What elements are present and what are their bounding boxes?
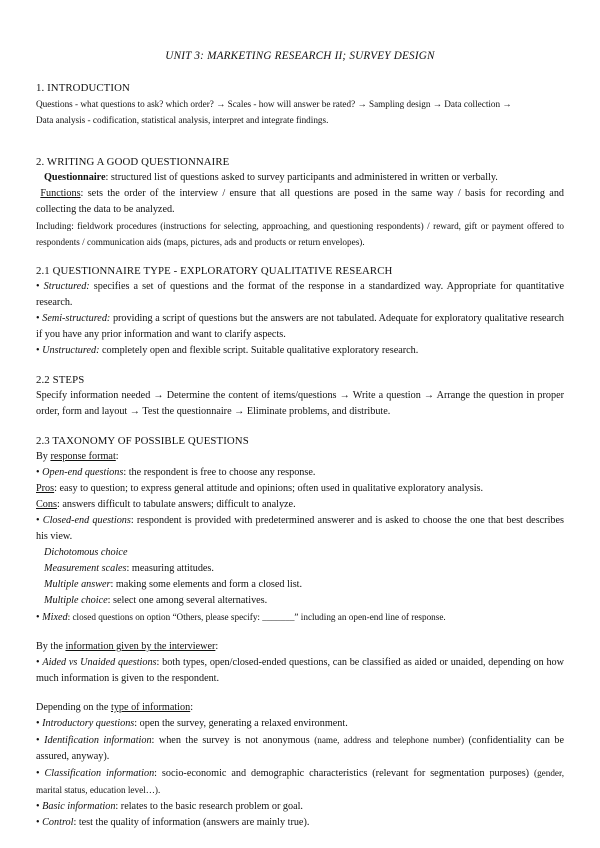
by-response-format: By response format: [36,451,119,462]
section-heading-questionnaire-type: 2.1 QUESTIONNAIRE TYPE - EXPLORATORY QUALITATIVE RESEARCH [36,265,393,277]
document-title: UNIT 3: MARKETING RESEARCH II; SURVEY DESIGN [165,50,435,62]
open-end-item: • Open-end questions: the respondent is free to choose any response. [36,467,316,478]
functions-paragraph: Functions: sets the order of the interview / ensure that all questions are posed in the same way / basis for recording and collecting the data to be analyzed. [36,188,565,215]
dichotomous-choice: Dichotomous choice [44,547,128,558]
mixed-item: • Mixed: closed questions on option “Others, please specify: _______” including an open-end line of response. [36,612,446,623]
basic-information-item: • Basic information: relates to the basic research problem or goal. [36,801,303,812]
classification-item: • Classification information: socio-economic and demographic characteristics (relevant for segmentation purposes) (gender, marital status, education level…). [36,768,565,795]
structured-item: • Structured: specifies a set of questions and the format of the response in a standardized way. Appropriate for quantitative research. [36,281,564,308]
section-heading-introduction: 1. INTRODUCTION [36,82,130,94]
intro-line-2: Data analysis - codification, statistical analysis, interpret and integrate findings. [36,115,329,125]
closed-end-item: • Closed-end questions: respondent is provided with predetermined answerer and is asked to choose the one that best describes his view. [36,515,564,542]
cons-line: Cons: answers difficult to tabulate answers; difficult to analyze. [36,499,296,510]
section-heading-writing: 2. WRITING A GOOD QUESTIONNAIRE [36,156,230,168]
section-heading-taxonomy: 2.3 TAXONOMY OF POSSIBLE QUESTIONS [36,435,249,447]
multiple-choice: Multiple choice: select one among several alternatives. [44,595,268,606]
intro-line-1: Questions - what questions to ask? which order? → Scales - how will answer be rated? → Sampling design → Data collection → [36,99,512,109]
section-heading-steps: 2.2 STEPS [36,374,85,386]
depending-on-type: Depending on the type of information: [36,702,194,713]
introductory-questions-item: • Introductory questions: open the survey, generating a relaxed environment. [36,718,348,729]
aided-unaided-item: • Aided vs Unaided questions: both types, open/closed-ended questions, can be classified as aided or unaided, depending on how much information is given to the respondent. [36,657,564,684]
measurement-scales: Measurement scales: measuring attitudes. [44,563,214,574]
by-information-given: By the information given by the interviewer: [36,641,219,652]
semi-structured-item: • Semi-structured: providing a script of questions but the answers are not tabulated. Adequate for exploratory qualitative research if you have any prior information and want to clarify aspects. [36,313,564,340]
pros-line: Pros: easy to question; to express general attitude and opinions; often used in qualitative exploratory analysis. [36,483,484,494]
including-paragraph: Including: fieldwork procedures (instructions for selecting, approaching, and questioning respondents) / reward, gift or payment offered to respondents / communication aids (maps, pictures, ads and products or return envelopes). [36,221,564,247]
steps-paragraph: Specify information needed → Determine the content of items/questions → Write a question → Arrange the question in proper order, form and layout → Test the questionnaire → Eliminate problems, and distribute. [36,390,564,417]
questionnaire-definition: Questionnaire: structured list of questions asked to survey participants and administered in written or verbally. [44,172,498,183]
identification-item: • Identification information: when the survey is not anonymous (name, address and telephone number) (confidentiality can be assured, anyway). [36,735,565,762]
control-item: • Control: test the quality of information (answers are mainly true). [36,817,310,828]
multiple-answer: Multiple answer: making some elements and form a closed list. [44,579,303,590]
unstructured-item: • Unstructured: completely open and flexible script. Suitable qualitative exploratory research. [36,345,419,356]
